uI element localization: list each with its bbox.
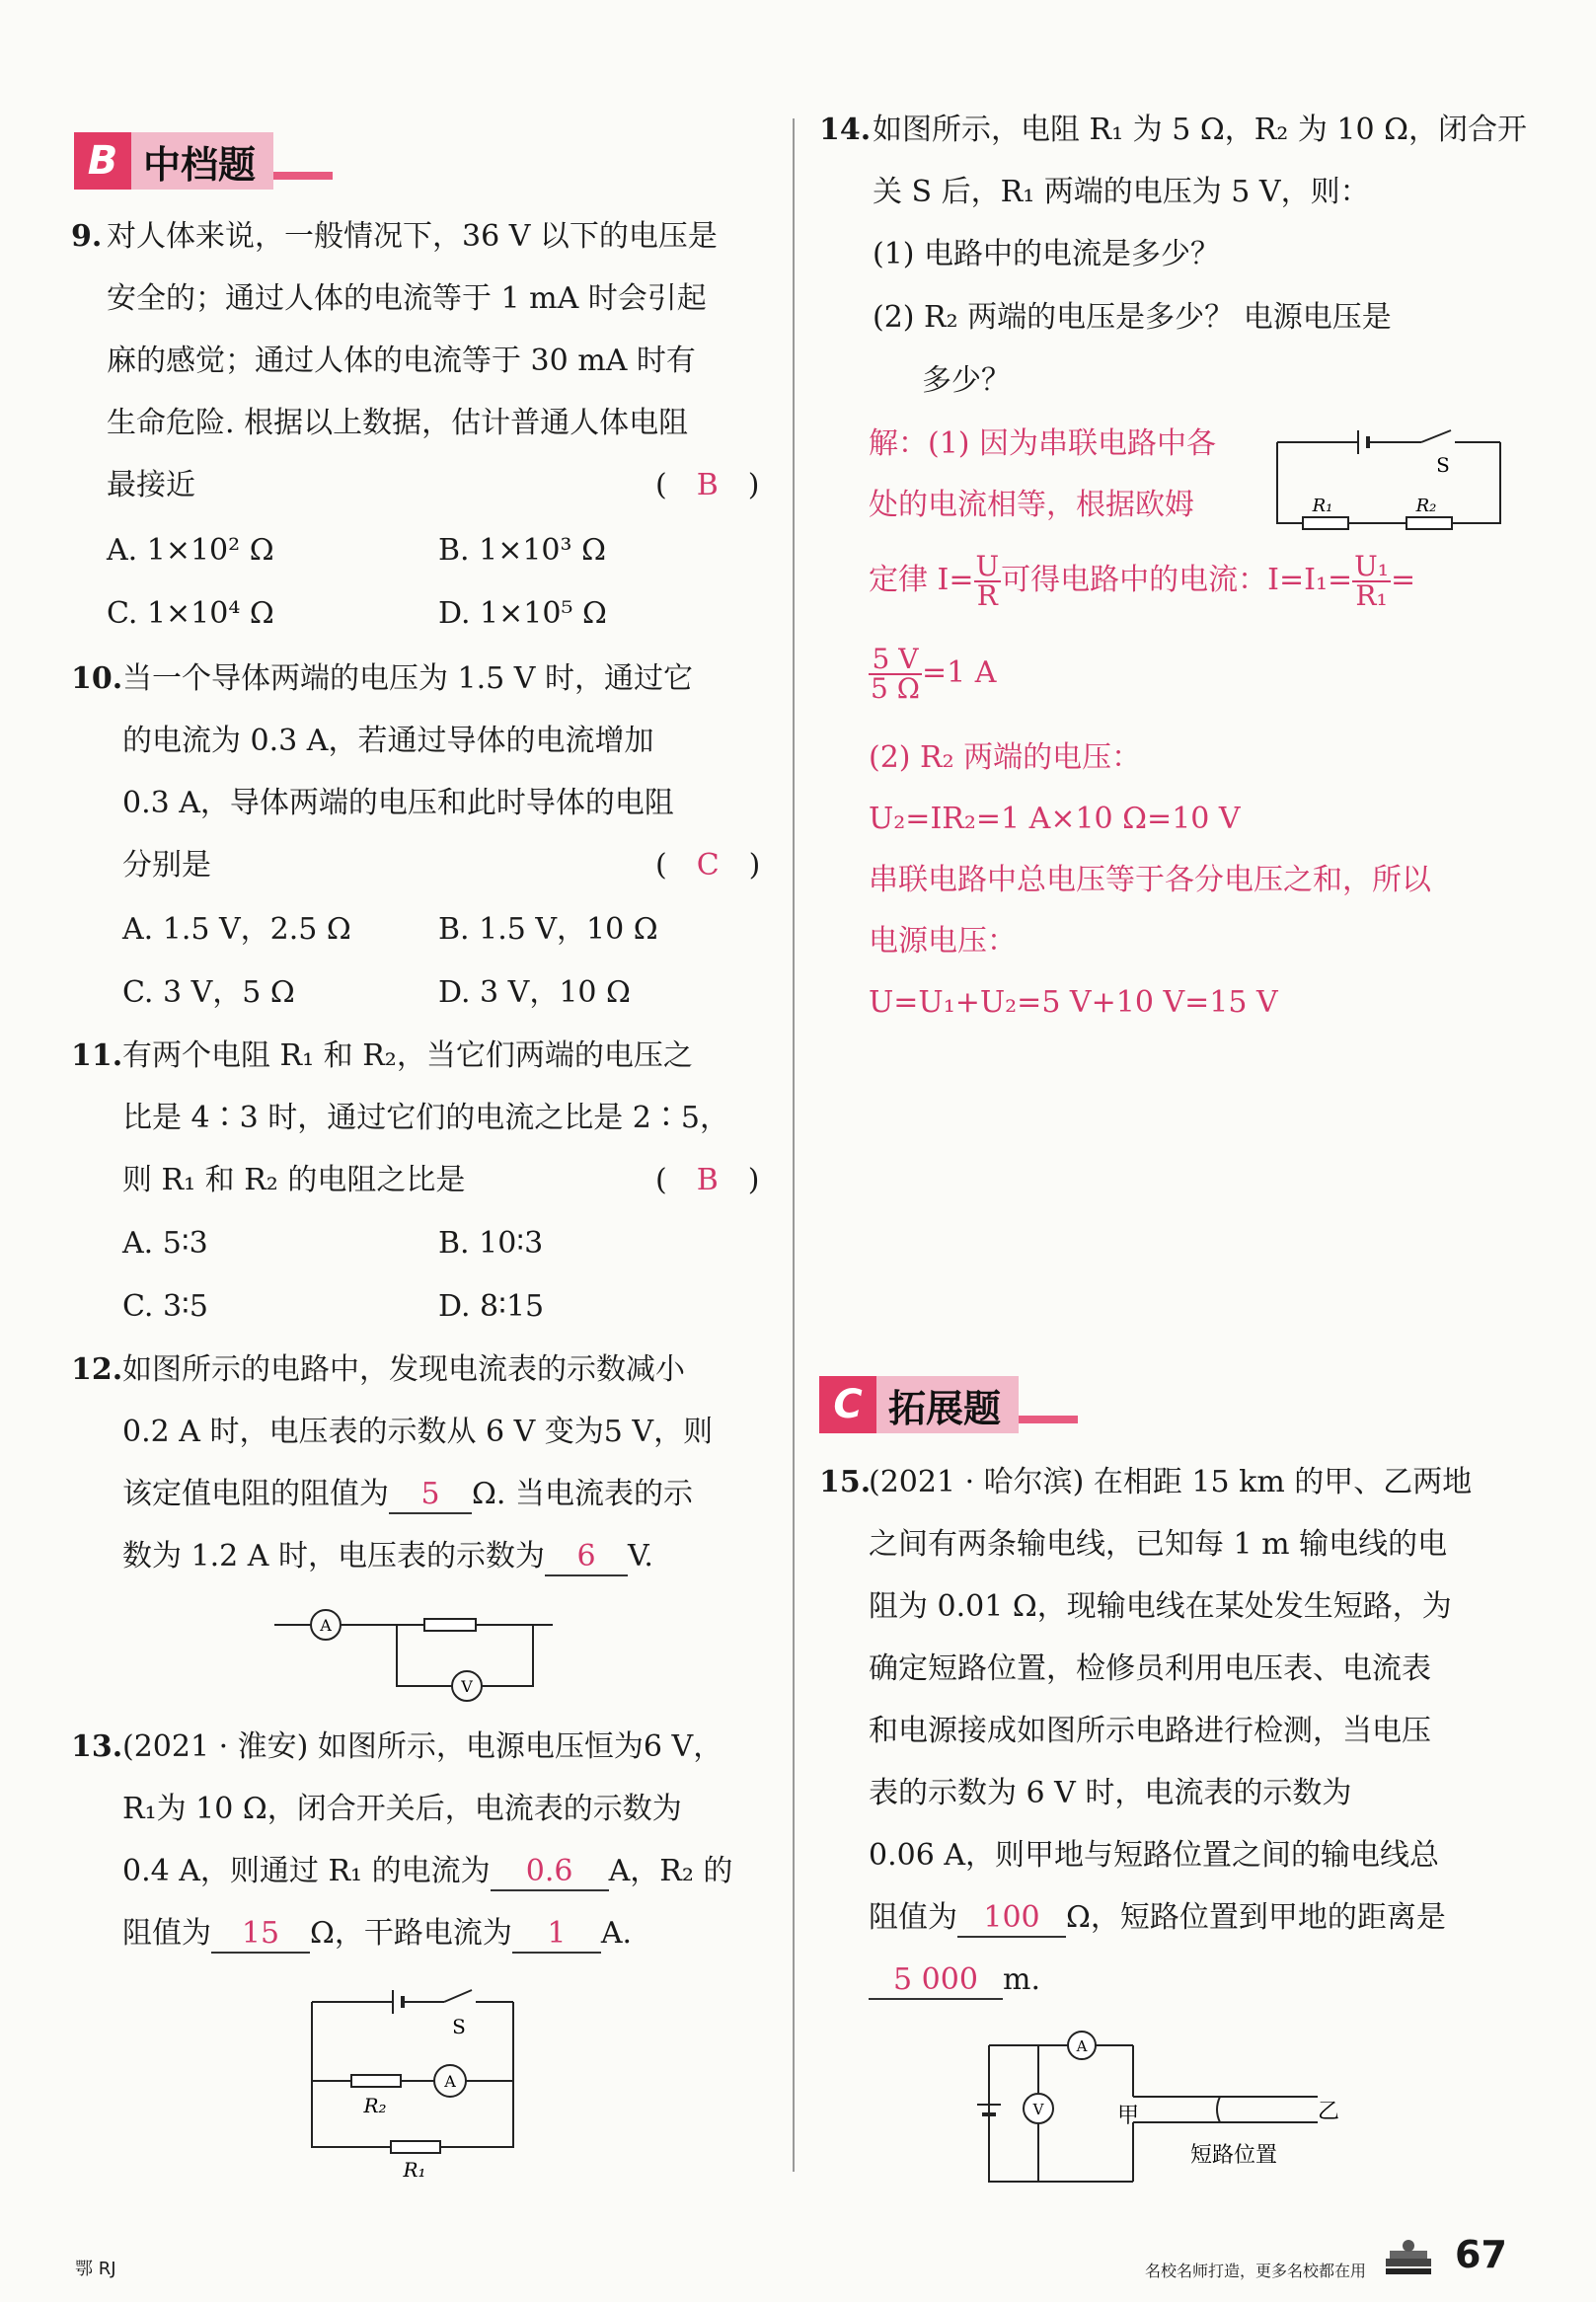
book-stack-icon: [1382, 2239, 1435, 2278]
q10-answer-bracket: ( C ): [655, 848, 761, 882]
q12-line-1: 如图所示的电路中，发现电流表的示数减小: [122, 1352, 685, 1387]
resistor-r1-icon: [391, 2141, 440, 2153]
q14-sub-2a: (2) R₂ 两端的电压是多少？ 电源电压是: [873, 300, 1392, 335]
q14-circuit-diagram: [1273, 424, 1510, 543]
q12-line-4b: V.: [627, 1539, 653, 1573]
q13-line-4: [122, 1916, 632, 1954]
q14-sol-l3b: 可得电路中的电流：I=I₁=: [1001, 563, 1353, 597]
section-c-letter: C: [819, 1376, 876, 1433]
q14-frac3-den: 5 Ω: [871, 672, 920, 705]
q15-voltmeter-label: V: [1032, 2101, 1044, 2118]
q10-answer: C: [696, 848, 720, 882]
q14-frac1-num: U: [975, 550, 1000, 582]
q12-blank-1: 5: [389, 1477, 472, 1514]
q12-line-3a: 该定值电阻的阻值为: [122, 1477, 389, 1511]
q14-sol-l3c: =: [1390, 563, 1416, 597]
q14-frac3-num: 5 V: [869, 646, 922, 675]
q9-line-3: 麻的感觉；通过人体的电流等于 30 mA 时有: [107, 344, 696, 378]
q9-option-a: A. 1×10² Ω: [107, 533, 274, 568]
switch-icon: [1421, 430, 1451, 442]
q10-option-c: C. 3 V，5 Ω: [122, 975, 295, 1010]
q14-switch-label: S: [1436, 453, 1450, 477]
q13-ammeter-label: A: [444, 2072, 456, 2091]
q12-circuit-diagram: [266, 1599, 563, 1718]
q14-solution-line-7: 串联电路中总电压等于各分电压之和，所以: [869, 863, 1431, 897]
q9-option-c: C. 1×10⁴ Ω: [107, 596, 274, 631]
q12-ammeter-label: A: [320, 1616, 332, 1635]
section-b-title: 中档题: [131, 132, 273, 190]
q14-frac-5v-over-5ohm: [869, 643, 922, 705]
q14-frac2-num: U₁: [1354, 550, 1389, 582]
q14-sub-2b: 多少？: [922, 363, 1011, 398]
q12-line-3b: Ω. 当电流表的示: [472, 1477, 693, 1511]
q13-line-2: R₁为 10 Ω，闭合开关后，电流表的示数为: [122, 1792, 682, 1826]
q9-line-2: 安全的；通过人体的电流等于 1 mA 时会引起: [107, 281, 707, 316]
q12-voltmeter-label: V: [461, 1677, 473, 1696]
resistor-icon: [424, 1619, 476, 1631]
q15-blank-2: 5 000: [869, 1962, 1003, 2000]
q15-blank-1: 100: [957, 1900, 1066, 1938]
q13-r2-label: R₂: [363, 2094, 387, 2117]
q12-line-4: [122, 1539, 653, 1576]
q13-switch-label: S: [452, 2015, 466, 2038]
q13-number: 13.: [71, 1729, 123, 1764]
section-b-stripe: [273, 172, 333, 180]
q14-frac1-den: R: [976, 579, 998, 612]
q15-line-2: 之间有两条输电线，已知每 1 m 输电线的电: [869, 1527, 1448, 1562]
q10-option-a: A. 1.5 V，2.5 Ω: [122, 912, 351, 947]
q10-option-d: D. 3 V，10 Ω: [438, 975, 631, 1010]
q14-number: 14.: [819, 113, 872, 147]
q15-yi-label: 乙: [1318, 2100, 1340, 2124]
q9-option-d: D. 1×10⁵ Ω: [438, 596, 607, 631]
page-number: 67: [1455, 2233, 1507, 2276]
q13-blank-3: 1: [512, 1916, 601, 1954]
section-c-title: 拓展题: [876, 1376, 1019, 1433]
q15-ammeter-label: A: [1076, 2037, 1088, 2055]
q14-frac-u1-over-r1: [1352, 550, 1391, 612]
q10-line-4: 分别是: [122, 848, 211, 882]
q9-line-4: 生命危险. 根据以上数据，估计普通人体电阻: [107, 406, 689, 440]
q15-short-label: 短路位置: [1189, 2143, 1278, 2168]
q15-line-3: 阻为 0.01 Ω，现输电线在某处发生短路，为: [869, 1589, 1452, 1624]
q15-line-5: 和电源接成如图所示电路进行检测，当电压: [869, 1714, 1431, 1748]
q15-line-7: 0.06 A，则甲地与短路位置之间的输电线总: [869, 1838, 1439, 1873]
q14-line-1: 如图所示，电阻 R₁ 为 5 Ω，R₂ 为 10 Ω，闭合开: [873, 113, 1527, 147]
q14-solution-line-1: 解：(1) 因为串联电路中各: [869, 426, 1217, 461]
q14-solution-line-3: [869, 550, 1416, 612]
q14-solution-line-8: 电源电压：: [869, 924, 1017, 959]
q11-answer-bracket: ( B ): [655, 1163, 760, 1197]
q14-frac-u-over-r: [974, 550, 1002, 612]
q9-answer-bracket: ( B ): [655, 468, 760, 502]
q12-line-2: 0.2 A 时，电压表的示数从 6 V 变为5 V，则: [122, 1415, 714, 1449]
q9-answer: B: [696, 468, 719, 502]
footer-edition: 鄂 RJ: [75, 2259, 116, 2279]
q10-option-b: B. 1.5 V，10 Ω: [438, 912, 658, 947]
q15-line-8: [869, 1900, 1446, 1938]
q10-line-3: 0.3 A，导体两端的电压和此时导体的电阻: [122, 786, 674, 820]
q11-number: 11.: [71, 1038, 123, 1073]
q13-line-4c: A.: [600, 1916, 633, 1951]
section-c-header: [819, 1376, 1078, 1433]
q15-line-4: 确定短路位置，检修员利用电压表、电流表: [869, 1651, 1431, 1686]
q13-circuit-diagram: [296, 1974, 533, 2182]
q11-answer: B: [696, 1163, 719, 1197]
q9-line-5: 最接近: [107, 468, 195, 502]
q14-sol-l4: =1 A: [921, 655, 997, 690]
q14-solution-line-6: U₂=IR₂=1 A×10 Ω=10 V: [869, 802, 1241, 836]
q13-line-1: (2021 · 淮安) 如图所示，电源电压恒为6 V，: [122, 1729, 723, 1764]
q13-blank-2: 15: [211, 1916, 310, 1954]
q11-option-d: D. 8∶15: [438, 1289, 545, 1324]
q15-line-9b: m.: [1003, 1962, 1040, 1997]
q15-line-8b: Ω，短路位置到甲地的距离是: [1066, 1900, 1446, 1935]
q12-blank-2: 6: [545, 1539, 628, 1576]
q14-solution-line-4: [869, 643, 997, 705]
q10-number: 10.: [71, 661, 123, 696]
q11-line-2: 比是 4∶3 时，通过它们的电流之比是 2∶5，: [122, 1101, 729, 1135]
q12-line-4a: 数为 1.2 A 时，电压表的示数为: [122, 1539, 545, 1573]
q10-line-2: 的电流为 0.3 A，若通过导体的电流增加: [122, 724, 654, 758]
q11-option-c: C. 3∶5: [122, 1289, 208, 1324]
section-c-stripe: [1019, 1416, 1078, 1423]
q13-r1-label: R₁: [403, 2158, 426, 2182]
section-b-letter: B: [74, 132, 131, 190]
q11-line-1: 有两个电阻 R₁ 和 R₂，当它们两端的电压之: [122, 1038, 693, 1073]
q15-line-9: [869, 1962, 1040, 2000]
short-circuit-mark: [1217, 2097, 1220, 2122]
q13-line-4b: Ω，干路电流为: [310, 1916, 512, 1951]
column-divider: [793, 118, 795, 2172]
q15-jia-label: 甲: [1117, 2104, 1140, 2128]
q14-solution-line-9: U=U₁+U₂=5 V+10 V=15 V: [869, 985, 1278, 1020]
q14-frac2-den: R₁: [1355, 579, 1388, 612]
q11-option-a: A. 5∶3: [122, 1226, 208, 1261]
q15-line-6: 表的示数为 6 V 时，电流表的示数为: [869, 1776, 1352, 1810]
q9-line-1: 对人体来说，一般情况下，36 V 以下的电压是: [107, 219, 718, 254]
q15-circuit-diagram: [967, 2024, 1342, 2191]
resistor-r2-icon: [1406, 517, 1452, 529]
q14-solution-line-2: 处的电流相等，根据欧姆: [869, 488, 1194, 522]
q13-line-3: [122, 1854, 732, 1891]
resistor-r1-icon: [1303, 517, 1348, 529]
section-b-header: [74, 132, 333, 190]
publisher-logo: [1382, 2239, 1435, 2278]
q14-solution-line-5: (2) R₂ 两端的电压：: [869, 740, 1142, 775]
q9-number: 9.: [71, 219, 103, 254]
footer-slogan: 名校名师打造，更多名校都在用: [1145, 2262, 1367, 2280]
q10-line-1: 当一个导体两端的电压为 1.5 V 时，通过它: [122, 661, 693, 696]
q14-sub-1: (1) 电路中的电流是多少？: [873, 237, 1221, 271]
q9-option-b: B. 1×10³ Ω: [438, 533, 606, 568]
q12-number: 12.: [71, 1352, 123, 1387]
switch-icon: [444, 1990, 472, 2002]
q12-line-3: [122, 1477, 693, 1514]
q15-line-8a: 阻值为: [869, 1900, 957, 1935]
q11-option-b: B. 10∶3: [438, 1226, 544, 1261]
q15-number: 15.: [819, 1465, 872, 1499]
resistor-r2-icon: [351, 2075, 401, 2087]
q14-r2-label: R₂: [1415, 496, 1437, 516]
q13-line-3a: 0.4 A，则通过 R₁ 的电流为: [122, 1854, 491, 1888]
q14-r1-label: R₁: [1312, 496, 1333, 516]
q13-line-4a: 阻值为: [122, 1916, 211, 1951]
q11-line-3: 则 R₁ 和 R₂ 的电阻之比是: [122, 1163, 466, 1197]
q13-line-3b: A，R₂ 的: [608, 1854, 733, 1888]
q14-line-2: 关 S 后，R₁ 两端的电压为 5 V，则：: [873, 175, 1370, 209]
q15-line-1: (2021 · 哈尔滨) 在相距 15 km 的甲、乙两地: [869, 1465, 1473, 1499]
q13-blank-1: 0.6: [491, 1854, 609, 1891]
q14-sol-l3a: 定律 I=: [869, 563, 974, 597]
